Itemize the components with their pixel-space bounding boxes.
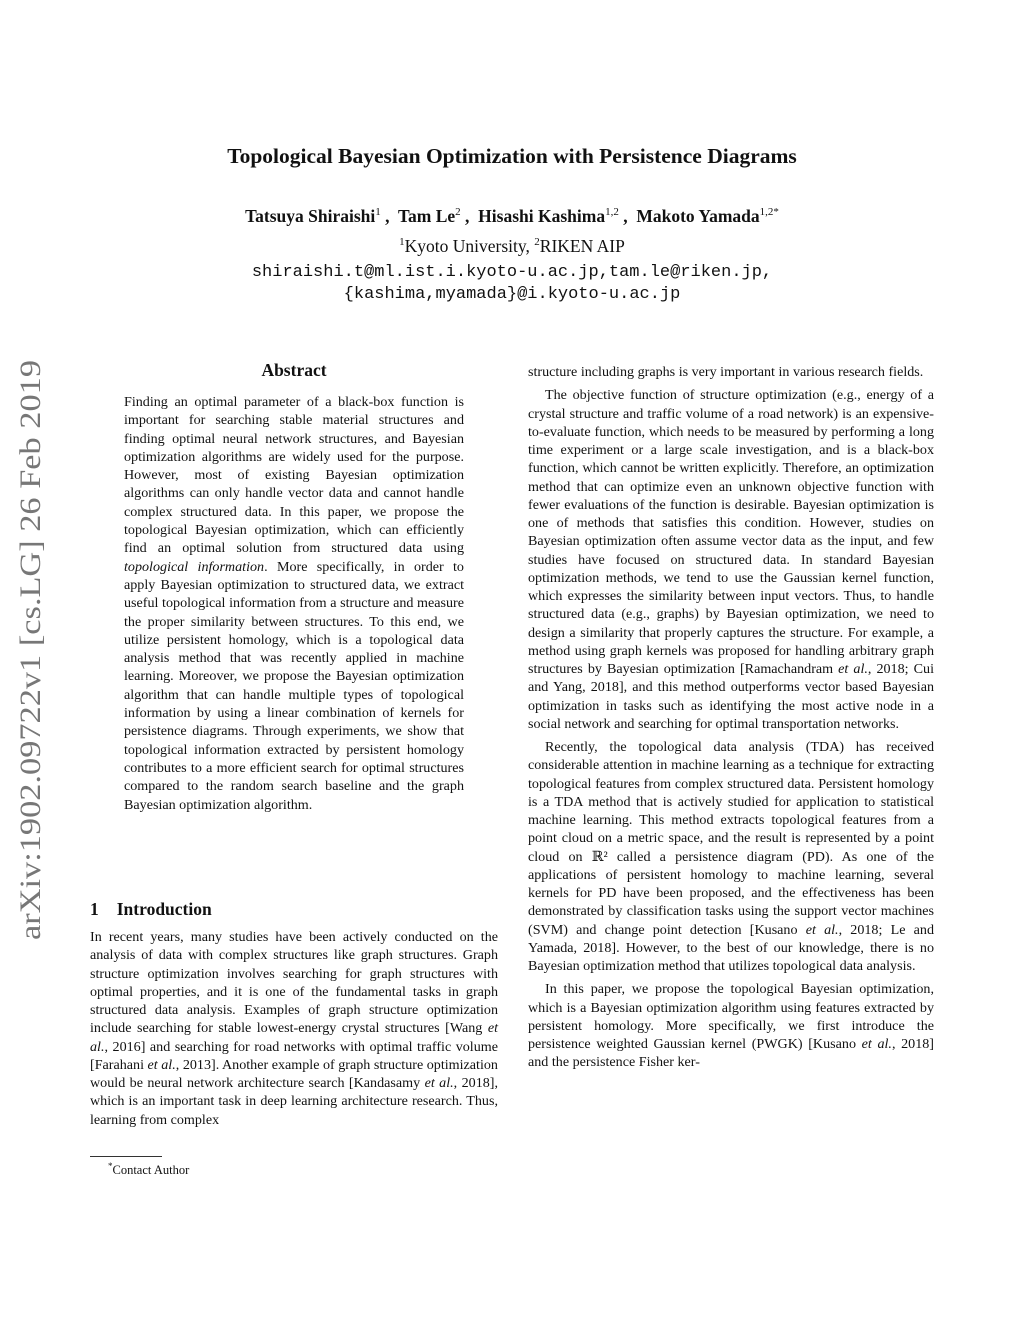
paragraph: In this paper, we propose the topological Bayesian optimization, which is a Bayesian optimization algorithm using features extracted by persistent homology. More specifically, we first introduce the persistence weighted Gaussian kernel (PWGK) [Kusano et al., 2018] and the persistence Fisher ker- — [528, 981, 934, 1071]
emphasis: topological information — [124, 558, 265, 575]
affiliations — [0, 236, 1024, 257]
abstract-body: Finding an optimal parameter of a black-box function is important for searching stable material structures and finding optimal neural network structures, and Bayesian optimization algorithms are widely used for the purpose. However, most of existing Bayesian optimization algorithms can only handle vector data and cannot handle complex structured data. In this paper, we propose the topological Bayesian optimization, which can efficiently find an optimal solution from structured data using topological information. More specifically, in order to apply Bayesian optimization to structured data, we extract useful topological information from a structure and measure the proper similarity between structures. To this end, we utilize persistent homology, which is a topological data analysis method that was recently applied in machine learning. Moreover, we propose the Bayesian optimization algorithm that can handle multiple types of topological information by using a linear combination of kernels for persistence diagrams. Through experiments, we show that topological information extracted by persistent homology contributes to a more efficient search for optimal structures compared to the random search baseline and the graph Bayesian optimization algorithm. — [124, 394, 464, 813]
arxiv-side-text: arXiv:1902.09722v1 [cs.LG] 26 Feb 2019 — [14, 433, 47, 940]
math-r2: ℝ² — [591, 848, 608, 865]
paragraph: The objective function of structure optimization (e.g., energy of a crystal structure and traffic volume of a road network) is an expensive-to-evaluate function, which needs to be measured by performing a long time experiment or a large scale investigation, and is a black-box function, which cannot be written explicitly. Therefore, an optimization method that can optimize even an unknown objective function with fewer evaluations of the function is desirable. Bayesian optimization is one of methods that satisfies this condition. However, studies on Bayesian optimization often assume vector data as the input, and few studies have focused on structured data. In standard Bayesian optimization methods, we tend to use the Gaussian kernel function, which expresses the similarity between input vectors. Thus, to handle structured data (e.g., graphs) by Bayesian optimization, we need to design a similarity that properly captures the structure. For example, a method using graph kernels was proposed for handling arbitrary graph structures by Bayesian optimization [Ramachandram et al., 2018; Cui and Yang, 2018], and this method outperforms vector based Bayesian optimization in tasks such as identifying the most active node in a social network and searching for optimal transportation networks. — [528, 387, 934, 732]
section-title: Introduction — [116, 899, 212, 919]
introduction-paragraph: In recent years, many studies have been actively conducted on the analysis of data with complex structures like graph structures. Graph structure optimization involves searching for graph structures with optimal properties, and it is one of the fundamental tasks in graph structured data analysis. Examples of graph structure optimization include searching for stable lowest-energy crystal structures [Wang et al., 2016] and searching for road networks with optimal traffic volume [Farahani et al., 2013]. Another example of graph structure optimization would be neural network architecture search [Kandasamy et al., 2018], which is an important task in deep learning architecture research. Thus, learning from complex — [90, 929, 498, 1128]
footnote-rule — [90, 1156, 162, 1157]
author-list: Tatsuya Shiraishi$^1$ , Tam Le$^2$ , Hisashi Kashima$^{1,2}$ , Makoto Yamada$^{1,2*}$ — [245, 206, 779, 226]
author-affil-mark: 1,2 — [605, 206, 619, 219]
author-name: Tatsuya Shiraishi — [245, 206, 376, 226]
author-affil-mark: 2 — [455, 206, 461, 219]
footnote-text: Contact Author — [112, 1163, 190, 1178]
author-emails — [0, 262, 1024, 306]
paragraph: structure including graphs is very important in various research fields. — [528, 364, 924, 380]
right-column-text — [528, 363, 934, 1072]
paragraph: Recently, the topological data analysis (TDA) has received considerable attention in machine learning as a technique for extracting topological features from complex structured data. Persistent homology is a TDA method that is actively studied for application to statistical machine learning. This method extracts topological features from a point cloud on a metric space, and the result is represented by a point cloud on ℝ² called a persistence diagram (PD). As one of the applications of persistent homology to machine learning, several kernels for PD have been proposed, and the effectiveness has been demonstrated by classification tasks using the support vector machines (SVM) and change point detection [Kusano et al., 2018; Le and Yamada, 2018]. However, to the best of our knowledge, there is no Bayesian optimization method that utilizes topological data analysis. — [528, 739, 934, 974]
footnote-mark: * — [108, 1161, 113, 1171]
author-affil-mark: 1 — [375, 206, 381, 219]
author-affil-mark: 1,2* — [759, 206, 779, 219]
email-line: shiraishi.t@ml.ist.i.kyoto-u.ac.jp,tam.le@riken.jp, — [251, 263, 773, 282]
author-name: Hisashi Kashima — [478, 206, 606, 226]
arxiv-side-identifier — [4, 355, 54, 945]
section-heading — [90, 899, 212, 920]
affil-mark: 2 — [534, 236, 540, 249]
paper-title: Topological Bayesian Optimization with Persistence Diagrams — [227, 144, 797, 168]
affil-name: Kyoto University, — [404, 236, 530, 256]
abstract-heading: Abstract — [261, 360, 327, 380]
author-name: Tam Le — [397, 206, 456, 226]
affil-mark: 1 — [399, 236, 405, 249]
footnote — [108, 1161, 189, 1178]
author-name: Makoto Yamada — [636, 206, 760, 226]
section-number: 1 — [90, 899, 99, 919]
email-line: {kashima,myamada}@i.kyoto-u.ac.jp — [343, 285, 681, 304]
affil-name: RIKEN AIP — [539, 236, 625, 256]
